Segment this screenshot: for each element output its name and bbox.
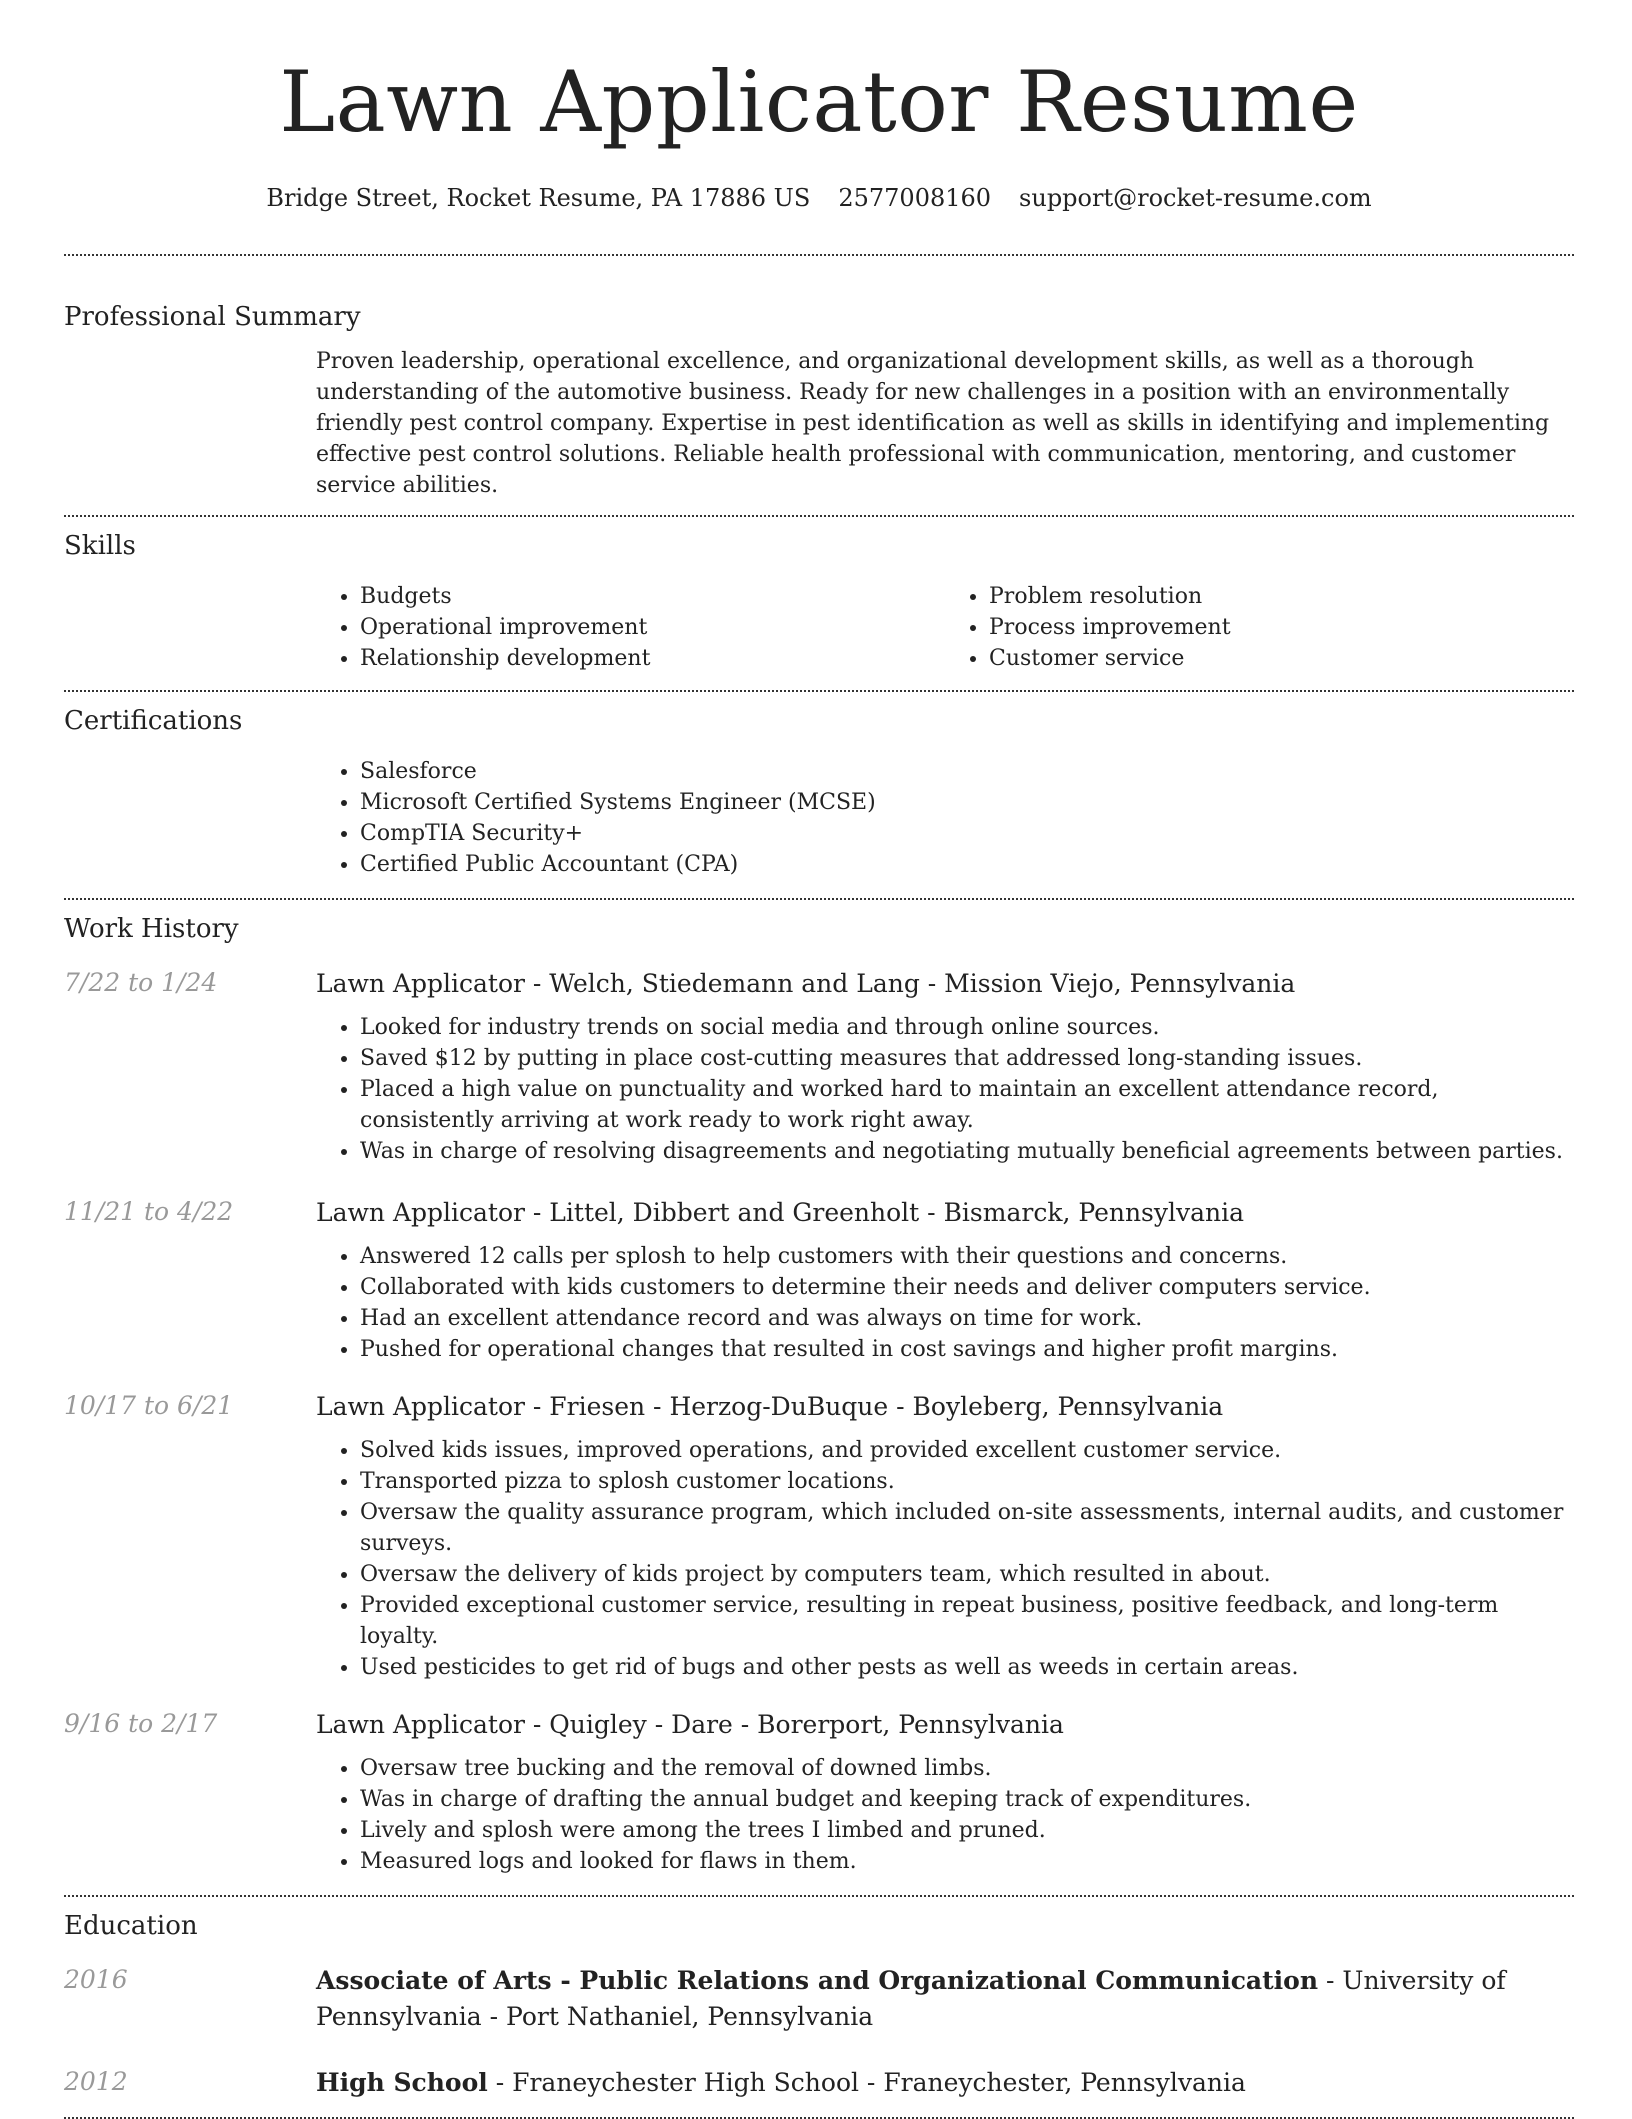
list-item: • Provided exceptional customer service, resulting in repeat business, positive feedback, and long-term loyalty. [360, 1590, 1574, 1652]
section-title-certifications: Certifications [64, 706, 243, 736]
list-item: • Oversaw tree bucking and the removal of downed limbs. [360, 1753, 1574, 1784]
list-item: • Oversaw the quality assurance program, which included on-site assessments, internal audits, and customer surveys. [360, 1497, 1574, 1559]
list-item: • Placed a high value on punctuality and worked hard to maintain an excellent attendance record, consistently arriving at work ready to work right away. [360, 1074, 1574, 1136]
section-title-summary: Professional Summary [64, 302, 361, 332]
resume-page [64, 0, 1574, 2119]
address: Bridge Street, Rocket Resume, PA 17886 US [266, 184, 811, 212]
list-item: • Was in charge of resolving disagreements and negotiating mutually beneficial agreements between parties. [360, 1136, 1574, 1167]
certifications-list [316, 756, 1574, 880]
job-dates: 11/21 to 4/22 [64, 1197, 234, 1226]
list-item: • Operational improvement [360, 612, 945, 643]
email: support@rocket-resume.com [1019, 184, 1372, 212]
resume-title: Lawn Applicator Resume [279, 53, 1359, 151]
divider [64, 690, 1574, 692]
divider [64, 515, 1574, 517]
job-title: Lawn Applicator - Littel, Dibbert and Greenholt - Bismarck, Pennsylvania [316, 1198, 1245, 1227]
education-title [316, 1963, 1574, 2035]
job-entry [64, 1389, 1574, 1683]
education-school: - Franeychester High School - Franeychester, Pennsylvania [487, 2068, 1246, 2097]
section-title-education: Education [64, 1911, 198, 1941]
summary-text: Proven leadership, operational excellence, and organizational development skills, as well as a thorough understanding of the automotive business. Ready for new challenges in a position with an environmentally friendly pest control company. Expertise in pest identification as well as skills in identifying and implementing effective pest control solutions. Reliable health professional with communication, mentoring, and customer service abilities. [316, 349, 1550, 498]
section-title-work-history: Work History [64, 914, 239, 944]
list-item: • Had an excellent attendance record and was always on time for work. [360, 1303, 1574, 1334]
skills-column-left [316, 581, 945, 674]
list-item: • Was in charge of drafting the annual budget and keeping track of expenditures. [360, 1784, 1574, 1815]
list-item: • Measured logs and looked for flaws in them. [360, 1846, 1574, 1877]
job-entry [64, 966, 1574, 1167]
education-title [316, 2065, 1574, 2101]
job-title: Lawn Applicator - Welch, Stiedemann and Lang - Mission Viejo, Pennsylvania [316, 969, 1296, 998]
skills-column-right [945, 581, 1574, 674]
list-item: • Transported pizza to splosh customer locations. [360, 1466, 1574, 1497]
job-dates: 7/22 to 1/24 [64, 968, 218, 997]
skills-list [316, 581, 1574, 674]
list-item: • Salesforce [360, 756, 1574, 787]
list-item: • Problem resolution [989, 581, 1574, 612]
education-degree: High School [316, 2068, 488, 2097]
education-entry [64, 1963, 1574, 2035]
divider [64, 1895, 1574, 1897]
education-year: 2016 [64, 1965, 128, 1994]
education-year: 2012 [64, 2067, 128, 2096]
list-item: • Looked for industry trends on social media and through online sources. [360, 1012, 1574, 1043]
list-item: • Budgets [360, 581, 945, 612]
list-item: • Answered 12 calls per splosh to help customers with their questions and concerns. [360, 1241, 1574, 1272]
divider [64, 254, 1574, 256]
list-item: • Customer service [989, 643, 1574, 674]
divider [64, 898, 1574, 900]
section-title-skills: Skills [64, 531, 136, 561]
list-item: • CompTIA Security+ [360, 818, 1574, 849]
education-school: - University of Pennsylvania - Port Nathaniel, Pennsylvania [316, 1966, 1506, 2031]
job-dates: 10/17 to 6/21 [64, 1391, 234, 1420]
list-item: • Pushed for operational changes that resulted in cost savings and higher profit margins. [360, 1334, 1574, 1365]
list-item: • Used pesticides to get rid of bugs and other pests as well as weeds in certain areas. [360, 1652, 1574, 1683]
list-item: • Microsoft Certified Systems Engineer (MCSE) [360, 787, 1574, 818]
education-entry [64, 2065, 1574, 2101]
list-item: • Relationship development [360, 643, 945, 674]
job-entry [64, 1707, 1574, 1877]
contact-line [64, 182, 1574, 214]
job-title: Lawn Applicator - Quigley - Dare - Borerport, Pennsylvania [316, 1710, 1064, 1739]
list-item: • Collaborated with kids customers to determine their needs and deliver computers service. [360, 1272, 1574, 1303]
job-title: Lawn Applicator - Friesen - Herzog-DuBuque - Boyleberg, Pennsylvania [316, 1392, 1224, 1421]
list-item: • Solved kids issues, improved operations, and provided excellent customer service. [360, 1435, 1574, 1466]
list-item: • Certified Public Accountant (CPA) [360, 849, 1574, 880]
education-degree: Associate of Arts - Public Relations and Organizational Communication [316, 1966, 1319, 1995]
list-item: • Lively and splosh were among the trees I limbed and pruned. [360, 1815, 1574, 1846]
list-item: • Oversaw the delivery of kids project by computers team, which resulted in about. [360, 1559, 1574, 1590]
list-item: • Saved $12 by putting in place cost-cutting measures that addressed long-standing issues. [360, 1043, 1574, 1074]
phone: 2577008160 [838, 184, 992, 212]
job-dates: 9/16 to 2/17 [64, 1709, 218, 1738]
job-entry [64, 1195, 1574, 1365]
list-item: • Process improvement [989, 612, 1574, 643]
